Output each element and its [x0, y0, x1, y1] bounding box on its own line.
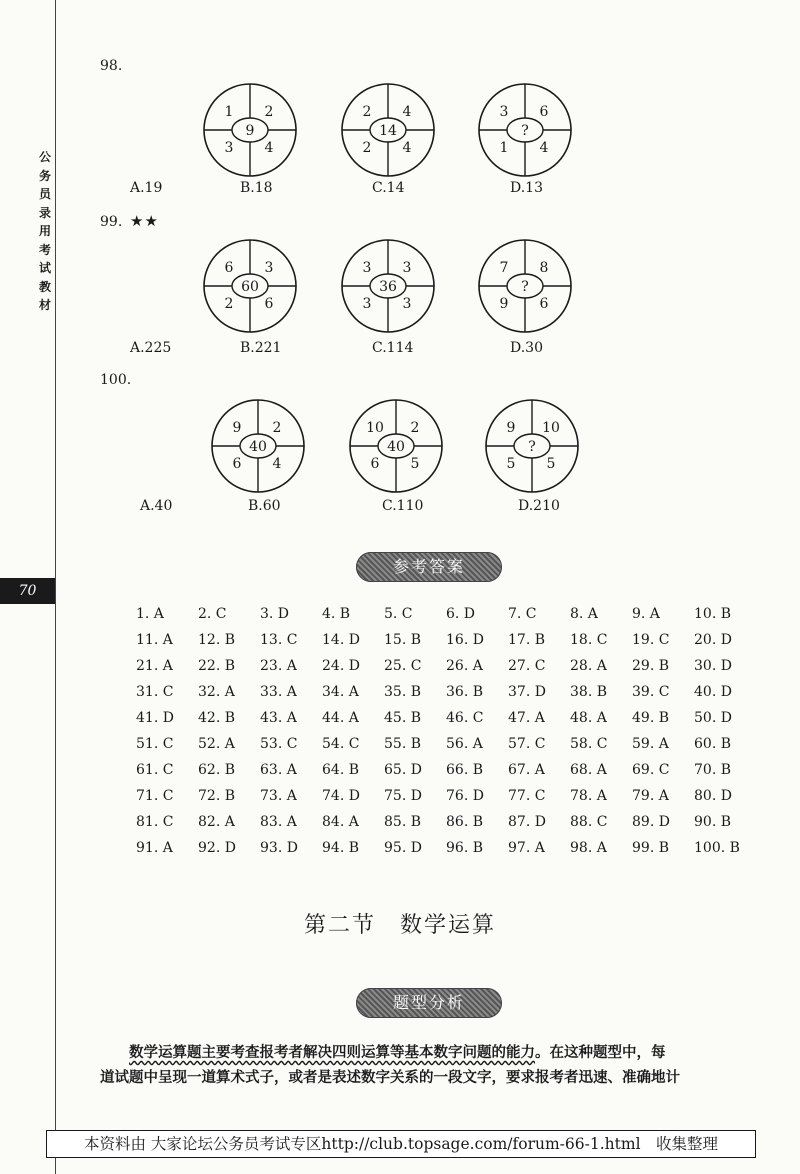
answer-item: 93. D — [260, 840, 298, 856]
answer-item: 5. C — [384, 606, 413, 622]
option-d: D.210 — [518, 498, 560, 514]
answer-item: 86. B — [446, 814, 484, 830]
answer-item: 36. B — [446, 684, 484, 700]
difficulty-stars: ★★ — [130, 212, 159, 230]
wheel-bottom-left: 3 — [362, 296, 372, 312]
wheel-top-left: 7 — [499, 260, 509, 276]
answer-item: 11. A — [136, 632, 173, 648]
answer-item: 13. C — [260, 632, 298, 648]
section-title: 第二节 数学运算 — [303, 913, 496, 938]
wheel-top-right: 8 — [539, 260, 549, 276]
answer-item: 91. A — [136, 840, 173, 856]
text-run: 。在这种题型中，每 — [535, 1044, 666, 1061]
answer-item: 47. A — [508, 710, 545, 726]
question-number: 98. — [100, 58, 123, 74]
wheel-center: 9 — [245, 123, 255, 139]
answer-item: 92. D — [198, 840, 236, 856]
answer-item: 69. C — [632, 762, 670, 778]
answer-item: 21. A — [136, 658, 173, 674]
wheel-top-left: 1 — [224, 104, 234, 120]
answer-item: 37. D — [508, 684, 546, 700]
answer-item: 29. B — [632, 658, 670, 674]
answer-item: 50. D — [694, 710, 732, 726]
answer-item: 46. C — [446, 710, 484, 726]
answer-item: 57. C — [508, 736, 546, 752]
answer-item: 78. A — [570, 788, 607, 804]
answer-item: 54. C — [322, 736, 360, 752]
answer-item: 35. B — [384, 684, 422, 700]
answer-item: 2. C — [198, 606, 227, 622]
answer-item: 63. A — [260, 762, 297, 778]
answer-item: 79. A — [632, 788, 669, 804]
answer-item: 52. A — [198, 736, 235, 752]
answer-item: 90. B — [694, 814, 732, 830]
answer-item: 30. D — [694, 658, 732, 674]
footer-banner: 本资料由 大家论坛公务员考试专区http://club.topsage.com/forum-66-1.html 收集整理 — [46, 1130, 756, 1158]
question-number: 100. — [100, 372, 132, 388]
option-c: C.14 — [372, 180, 405, 196]
underlined-text: 数学运算题主要考查报考者解决四则运算等基本数字问题的能力 — [129, 1044, 535, 1061]
answer-item: 27. C — [508, 658, 546, 674]
wheel-top-right: 3 — [264, 260, 274, 276]
answer-item: 89. D — [632, 814, 670, 830]
wheel-center: 40 — [387, 439, 405, 455]
answer-item: 96. B — [446, 840, 484, 856]
side-title-char: 员 — [38, 187, 51, 201]
option-c: C.110 — [382, 498, 424, 514]
margin-rule — [55, 0, 56, 1174]
answer-item: 32. A — [198, 684, 235, 700]
wheel-center: 60 — [241, 279, 259, 295]
answer-item: 97. A — [508, 840, 545, 856]
answer-item: 18. C — [570, 632, 608, 648]
answer-item: 19. C — [632, 632, 670, 648]
answer-item: 24. D — [322, 658, 360, 674]
answer-item: 94. B — [322, 840, 360, 856]
answer-key-banner: 参考答案 — [356, 552, 502, 582]
answer-item: 84. A — [322, 814, 359, 830]
answer-item: 59. A — [632, 736, 669, 752]
answer-item: 76. D — [446, 788, 484, 804]
side-title-char: 教 — [38, 279, 51, 294]
wheel-center: ? — [521, 123, 529, 139]
wheel-bottom-right: 4 — [539, 140, 549, 156]
wheel-center: 14 — [379, 123, 397, 139]
answer-item: 83. A — [260, 814, 297, 830]
wheel-bottom-left: 1 — [499, 140, 509, 156]
answer-item: 6. D — [446, 606, 476, 622]
answer-item: 75. D — [384, 788, 422, 804]
option-d: D.30 — [510, 340, 543, 356]
wheel-top-right: 6 — [539, 104, 549, 120]
wheel-bottom-left: 6 — [232, 456, 242, 472]
side-title-char: 用 — [38, 224, 51, 238]
side-title-char: 录 — [38, 205, 51, 220]
option-a: A.40 — [140, 498, 173, 514]
answer-item: 3. D — [260, 606, 290, 622]
side-title-char: 务 — [38, 168, 51, 183]
answer-item: 71. C — [136, 788, 174, 804]
answer-item: 56. A — [446, 736, 483, 752]
text-line: 道试题中呈现一道算术式子，或者是表述数字关系的一段文字，要求报考者迅速、准确地计 — [100, 1069, 680, 1086]
answer-item: 33. A — [260, 684, 297, 700]
answer-item: 14. D — [322, 632, 360, 648]
side-title-char: 考 — [38, 242, 51, 257]
answer-item: 42. B — [198, 710, 236, 726]
answer-item: 1. A — [136, 606, 164, 622]
number-wheel — [484, 398, 580, 494]
answer-item: 45. B — [384, 710, 422, 726]
wheel-top-right: 2 — [264, 104, 274, 120]
answer-item: 53. C — [260, 736, 298, 752]
wheel-bottom-left: 9 — [499, 296, 509, 312]
wheel-bottom-left: 5 — [506, 456, 516, 472]
wheel-top-right: 4 — [402, 104, 412, 120]
wheel-top-right: 2 — [410, 420, 420, 436]
option-b: B.60 — [248, 498, 281, 514]
wheel-bottom-right: 5 — [410, 456, 420, 472]
number-wheel — [340, 82, 436, 178]
answer-item: 58. C — [570, 736, 608, 752]
wheel-top-right: 3 — [402, 260, 412, 276]
answer-item: 39. C — [632, 684, 670, 700]
answer-item: 49. B — [632, 710, 670, 726]
answer-item: 41. D — [136, 710, 174, 726]
wheel-bottom-right: 4 — [272, 456, 282, 472]
wheel-top-left: 2 — [362, 104, 372, 120]
side-title-char: 试 — [38, 261, 51, 275]
wheel-bottom-left: 3 — [224, 140, 234, 156]
number-wheel — [340, 238, 436, 334]
number-wheel — [202, 238, 298, 334]
answer-item: 98. A — [570, 840, 607, 856]
wheel-top-left: 3 — [362, 260, 372, 276]
answer-item: 99. B — [632, 840, 670, 856]
side-title-char: 材 — [38, 298, 51, 312]
wheel-bottom-left: 2 — [362, 140, 372, 156]
wheel-bottom-right: 6 — [264, 296, 274, 312]
option-d: D.13 — [510, 180, 543, 196]
answer-item: 64. B — [322, 762, 360, 778]
answer-item: 26. A — [446, 658, 483, 674]
answer-item: 43. A — [260, 710, 297, 726]
wheel-top-left: 3 — [499, 104, 509, 120]
answer-item: 10. B — [694, 606, 732, 622]
side-title-char: 公 — [38, 150, 51, 164]
number-wheel — [202, 82, 298, 178]
answer-item: 62. B — [198, 762, 236, 778]
answer-item: 23. A — [260, 658, 297, 674]
intro-paragraph — [100, 1040, 768, 1090]
number-wheel — [477, 82, 573, 178]
wheel-bottom-right: 6 — [539, 296, 549, 312]
wheel-bottom-right: 5 — [546, 456, 556, 472]
answer-item: 16. D — [446, 632, 484, 648]
answer-item: 51. C — [136, 736, 174, 752]
answer-item: 55. B — [384, 736, 422, 752]
answer-item: 60. B — [694, 736, 732, 752]
wheel-bottom-left: 2 — [224, 296, 234, 312]
answer-item: 100. B — [694, 840, 740, 856]
answer-item: 95. D — [384, 840, 422, 856]
answer-item: 38. B — [570, 684, 608, 700]
wheel-bottom-right: 3 — [402, 296, 412, 312]
answer-item: 12. B — [198, 632, 236, 648]
answer-item: 25. C — [384, 658, 422, 674]
option-a: A.225 — [130, 340, 172, 356]
answer-item: 87. D — [508, 814, 546, 830]
wheel-top-left: 10 — [366, 420, 384, 436]
wheel-bottom-left: 6 — [370, 456, 380, 472]
question-type-banner: 题型分析 — [356, 988, 502, 1018]
option-c: C.114 — [372, 340, 414, 356]
answer-item: 34. A — [322, 684, 359, 700]
option-a: A.19 — [130, 180, 163, 196]
answer-item: 31. C — [136, 684, 174, 700]
answer-item: 74. D — [322, 788, 360, 804]
wheel-center: 40 — [249, 439, 267, 455]
answer-item: 85. B — [384, 814, 422, 830]
answer-item: 65. D — [384, 762, 422, 778]
answer-item: 82. A — [198, 814, 235, 830]
answer-item: 22. B — [198, 658, 236, 674]
answer-item: 8. A — [570, 606, 598, 622]
answer-item: 80. D — [694, 788, 732, 804]
answer-item: 40. D — [694, 684, 732, 700]
answer-item: 9. A — [632, 606, 660, 622]
answer-item: 7. C — [508, 606, 537, 622]
number-wheel — [348, 398, 444, 494]
side-title — [38, 148, 52, 315]
answer-item: 70. B — [694, 762, 732, 778]
answer-item: 77. C — [508, 788, 546, 804]
answer-item: 20. D — [694, 632, 732, 648]
answer-item: 67. A — [508, 762, 545, 778]
page-number: 70 — [0, 578, 55, 604]
answer-item: 61. C — [136, 762, 174, 778]
answer-item: 28. A — [570, 658, 607, 674]
answer-item: 15. B — [384, 632, 422, 648]
answer-item: 17. B — [508, 632, 546, 648]
wheel-top-right: 2 — [272, 420, 282, 436]
answer-item: 48. A — [570, 710, 607, 726]
option-b: B.221 — [240, 340, 282, 356]
answer-item: 88. C — [570, 814, 608, 830]
answer-item: 66. B — [446, 762, 484, 778]
wheel-top-left: 6 — [224, 260, 234, 276]
wheel-top-left: 9 — [232, 420, 242, 436]
number-wheel — [210, 398, 306, 494]
wheel-center: 36 — [379, 279, 397, 295]
answer-item: 4. B — [322, 606, 351, 622]
answer-item: 73. A — [260, 788, 297, 804]
wheel-bottom-right: 4 — [264, 140, 274, 156]
option-b: B.18 — [240, 180, 273, 196]
question-number: 99. — [100, 214, 123, 230]
answer-item: 72. B — [198, 788, 236, 804]
answer-grid — [136, 606, 756, 866]
wheel-top-right: 10 — [542, 420, 560, 436]
answer-item: 68. A — [570, 762, 607, 778]
number-wheel — [477, 238, 573, 334]
wheel-center: ? — [528, 439, 536, 455]
wheel-bottom-right: 4 — [402, 140, 412, 156]
answer-item: 81. C — [136, 814, 174, 830]
wheel-top-left: 9 — [506, 420, 516, 436]
answer-item: 44. A — [322, 710, 359, 726]
wheel-center: ? — [521, 279, 529, 295]
